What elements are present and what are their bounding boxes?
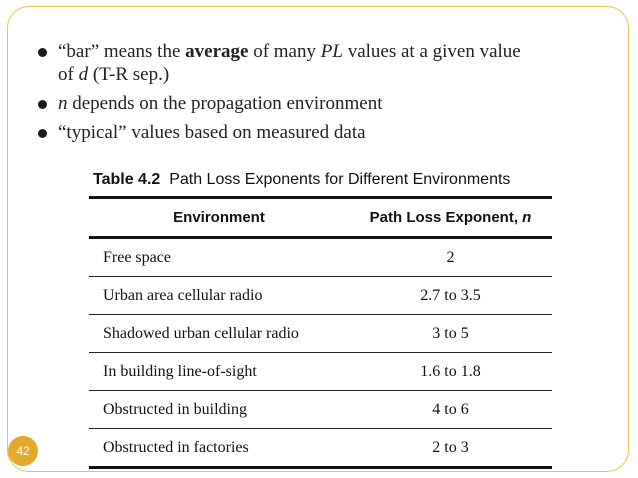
table-row — [89, 277, 552, 315]
header-environment: Environment — [173, 209, 265, 226]
cell-environment: Free space — [103, 248, 171, 266]
table-row — [89, 429, 552, 469]
table-header — [89, 199, 552, 236]
bullet-item — [36, 121, 606, 144]
table-row — [89, 353, 552, 391]
cell-exponent: 2 to 3 — [432, 438, 469, 456]
bullet-item — [36, 40, 606, 86]
bullet-dot-icon — [38, 129, 47, 138]
bullet-text: “bar” means the average of many PL values at a given value of d (T-R sep.) — [58, 41, 521, 85]
cell-exponent: 1.6 to 1.8 — [420, 362, 481, 380]
table-caption — [93, 171, 510, 189]
cell-environment: In building line-of-sight — [103, 362, 257, 380]
cell-exponent: 2.7 to 3.5 — [420, 286, 481, 304]
cell-environment: Obstructed in building — [103, 400, 247, 418]
table-row — [89, 315, 552, 353]
cell-exponent: 3 to 5 — [432, 324, 469, 342]
bullet-text: “typical” values based on measured data — [58, 122, 366, 143]
table-caption-title: Path Loss Exponents for Different Environments — [169, 171, 511, 188]
bullet-dot-icon — [38, 48, 47, 57]
cell-exponent: 4 to 6 — [432, 400, 469, 418]
path-loss-table — [89, 196, 552, 469]
cell-environment: Shadowed urban cellular radio — [103, 324, 299, 342]
cell-environment: Obstructed in factories — [103, 438, 249, 456]
table-caption-number: Table 4.2 — [93, 171, 161, 188]
table-row — [89, 239, 552, 277]
bullet-list — [36, 40, 606, 150]
bullet-dot-icon — [38, 100, 47, 109]
cell-exponent: 2 — [446, 248, 455, 266]
header-exponent: Path Loss Exponent, n — [369, 209, 532, 226]
table-row — [89, 391, 552, 429]
cell-environment: Urban area cellular radio — [103, 286, 263, 304]
bullet-item — [36, 92, 606, 115]
bullet-text: n depends on the propagation environment — [58, 93, 383, 114]
page-number-badge: 42 — [8, 436, 38, 466]
